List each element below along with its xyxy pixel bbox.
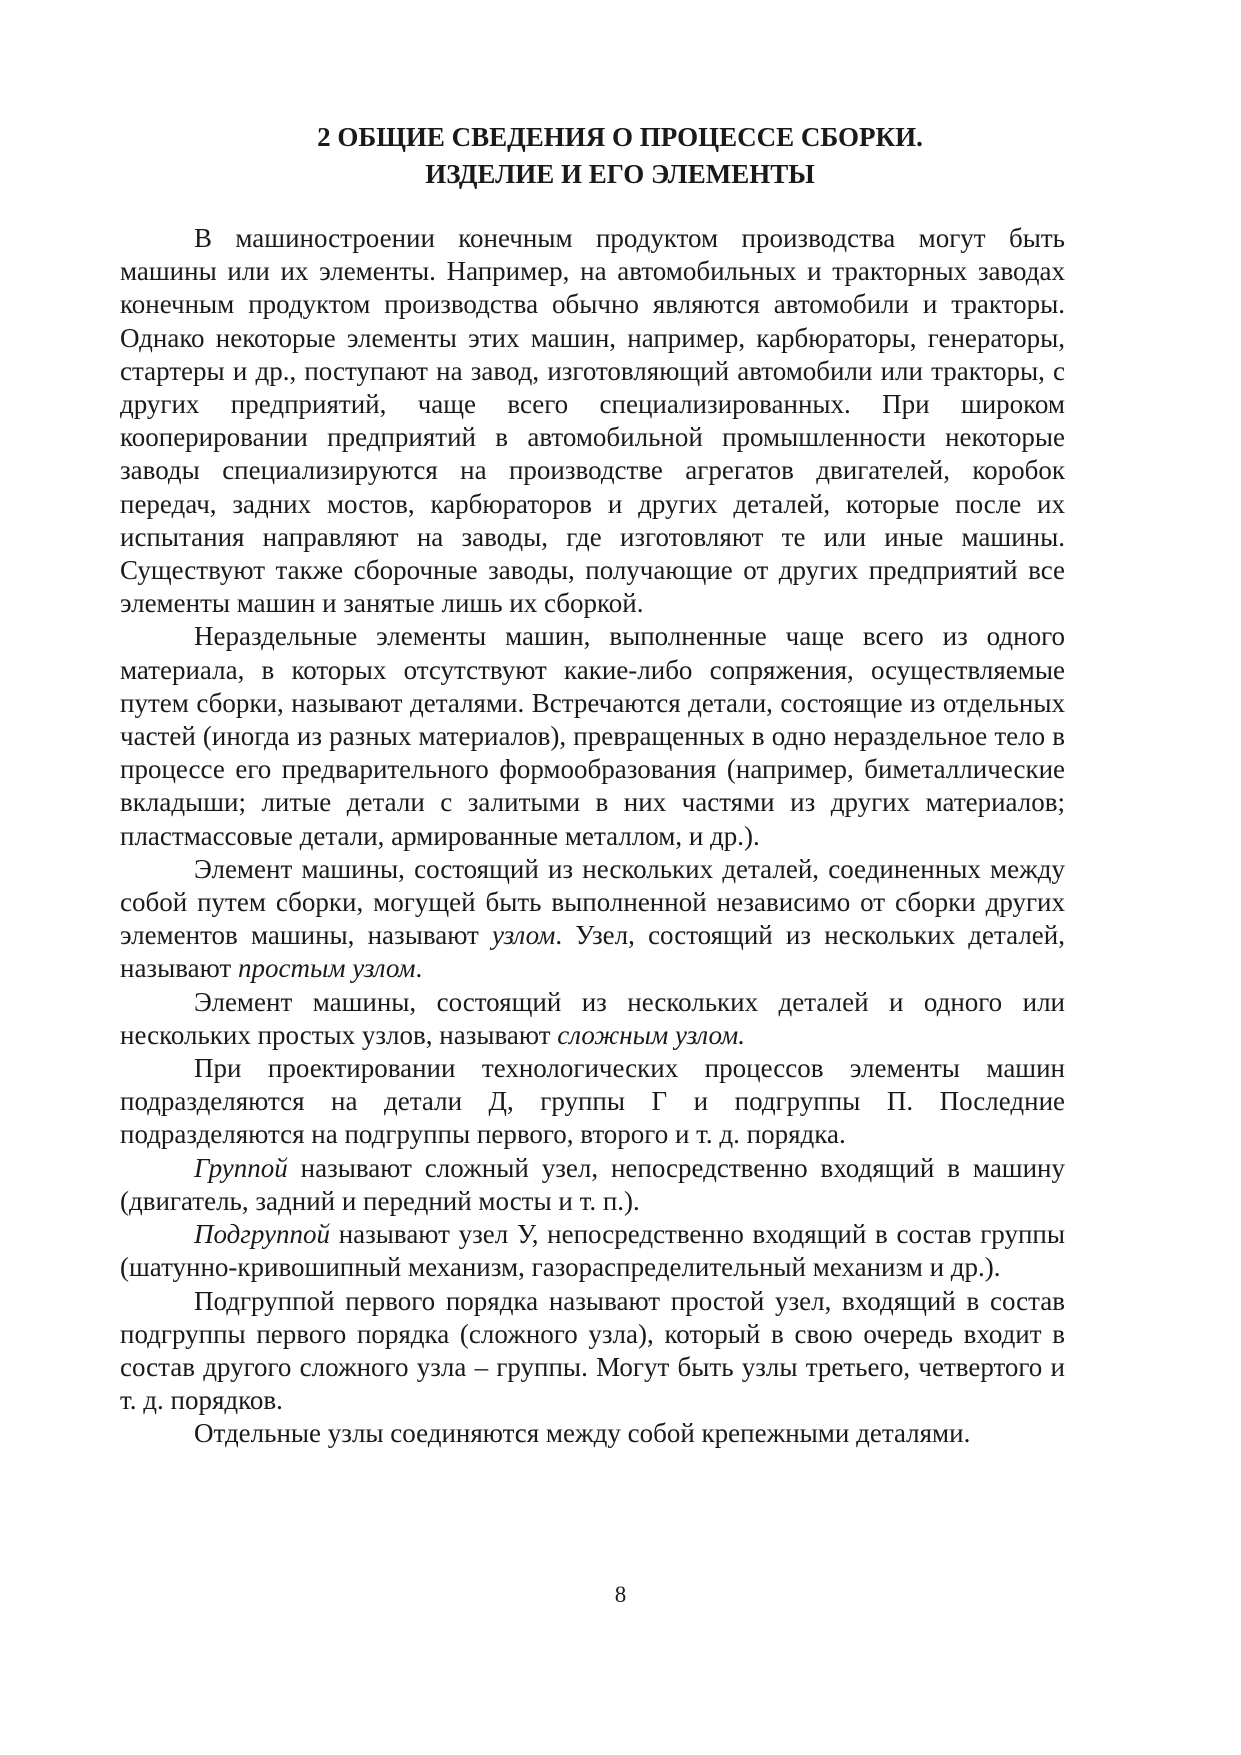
term-uzel: узлом [492, 920, 556, 951]
paragraph-4-text-a: Элемент машины, состоящий из нескольких деталей и одного или нескольких простых узлов, называют [120, 986, 1065, 1050]
paragraph-7-text: называют узел У, непосредственно входящий в состав группы (шатунно-кривошипный механизм, газораспределительный механизм и др.). [120, 1219, 1065, 1283]
paragraph-3-text-c: . [415, 953, 423, 984]
body-text [120, 222, 1065, 1451]
paragraph-9: Отдельные узлы соединяются между собой крепежными деталями. [194, 1418, 971, 1449]
paragraph-4 [120, 986, 1065, 1052]
paragraph-6-text: называют сложный узел, непосредственно входящий в машину (двигатель, задний и передний мосты и т. п.). [120, 1152, 1065, 1216]
term-prostoy-uzel: простым узлом [237, 953, 416, 984]
paragraph-5: При проектировании технологических процессов элементы машин подразделяются на детали Д, группы Г и подгруппы П. Последние подразделяются на подгруппы первого, второго и т. д. порядка. [120, 1053, 1065, 1150]
paragraph-8: Подгруппой первого порядка называют простой узел, входящий в состав подгруппы первого порядка (сложного узла), который в свою очередь входит в состав другого сложного узла – группы. Могут быть узлы третьего, четвертого и т. д. порядков. [120, 1285, 1065, 1416]
heading-line-2: ИЗДЕЛИЕ И ЕГО ЭЛЕМЕНТЫ [425, 159, 815, 189]
heading-line-1: 2 ОБЩИЕ СВЕДЕНИЯ О ПРОЦЕССЕ СБОРКИ. [317, 122, 923, 152]
paragraph-3 [120, 853, 1065, 986]
term-podgruppa: Подгруппой [194, 1219, 330, 1250]
page-number: 8 [614, 1582, 627, 1607]
paragraph-3-text-b: . Узел, состоящий из нескольких деталей, называют [120, 920, 1065, 984]
section-heading [120, 119, 1120, 193]
term-slozhny-uzel: сложным узлом. [557, 1019, 745, 1050]
paragraph-6 [120, 1152, 1065, 1218]
paragraph-7 [120, 1218, 1065, 1284]
term-gruppa: Группой [194, 1152, 288, 1183]
paragraph-1: В машиностроении конечным продуктом производства могут быть машины или их элементы. Например, на автомобильных и тракторных заводах конечным продуктом производства обычно являются автомобили и тракторы. Однако некоторые элементы этих машин, например, карбюраторы, генераторы, стартеры и др., поступают на завод, изготовляющий автомобили или тракторы, с других предприятий, чаще всего специализированных. При широком кооперировании предприятий в автомобильной промышленности некоторые заводы специализируются на производстве агрегатов двигателей, коробок передач, задних мостов, карбюраторов и других деталей, которые после их испытания направляют на заводы, где изготовляют те или иные машины. Существуют также сборочные заводы, получающие от других предприятий все элементы машин и занятые лишь их сборкой. [120, 223, 1065, 619]
paragraph-3-text-a: Элемент машины, состоящий из нескольких деталей, соединенных между собой путем сборки, могущей быть выполненной независимо от сборки других элементов машины, называют [120, 853, 1065, 951]
paragraph-2: Нераздельные элементы машин, выполненные чаще всего из одного материала, в которых отсутствуют какие-либо сопряжения, осуществляемые путем сборки, называют деталями. Встречаются детали, состоящие из отдельных частей (иногда из разных материалов), превращенных в одно нераздельное тело в процессе его предварительного формообразования (например, биметаллические вкладыши; литые детали с залитыми в них частями из других материалов; пластмассовые детали, армированные металлом, и др.). [120, 621, 1065, 851]
